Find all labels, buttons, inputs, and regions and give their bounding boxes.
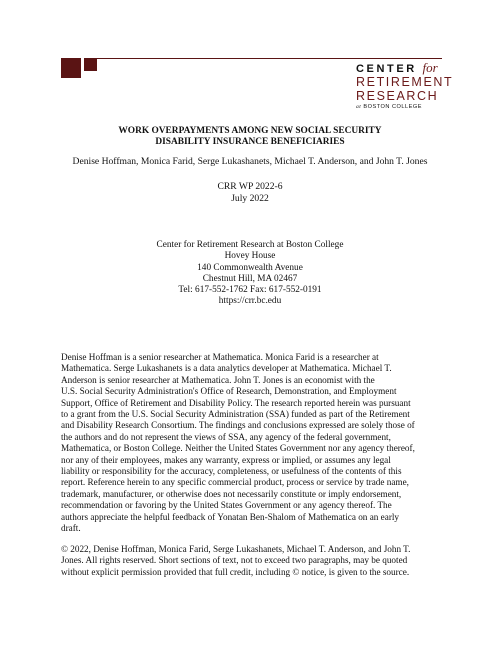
bio-line: to a grant from the U.S. Social Security Administration (SSA) funded as part of the Retirement [61, 409, 410, 420]
address-city: Chestnut Hill, MA 02467 [202, 273, 298, 284]
logo-line-research: RESEARCH [356, 89, 439, 103]
bio-line: authors appreciate the helpful feedback of Yonatan Ben-Shalom of Mathematica on an early [61, 511, 400, 522]
bio-line: report. Reference herein to any specific commercial product, process or service by trade name, [61, 477, 409, 488]
logo-square-small [84, 58, 97, 71]
paper-title [0, 126, 500, 148]
author-bio-disclaimer [61, 352, 441, 535]
bio-line: Mathematica, or Boston College. Neither the United States Government nor any agency thereof, [61, 443, 415, 454]
paper-title-line-1: WORK OVERPAYMENTS AMONG NEW SOCIAL SECURITY [118, 126, 382, 136]
logo-word-at: at [356, 104, 362, 110]
bio-line: Mathematica. Serge Lukashanets is a data analytics developer at Mathematica. Michael T. [61, 363, 392, 374]
bio-line: the authors and do not represent the views of SSA, any agency of the federal government, [61, 431, 391, 442]
logo-word-for: for [422, 60, 438, 75]
working-paper-number: CRR WP 2022-6 [217, 181, 283, 192]
working-paper-info [0, 181, 500, 204]
crr-logo [356, 60, 454, 111]
bio-line: recommendation or favoring by the United States Government or any agency thereof. The [61, 500, 392, 511]
logo-line-retirement: RETIREMENT [356, 75, 454, 89]
address-org: Center for Retirement Research at Boston College [156, 240, 344, 250]
copyright-line: without explicit permission provided that full credit, including © notice, is given to the source. [61, 566, 410, 577]
logo-line-boston-college [356, 103, 446, 111]
address-phone-fax: Tel: 617-552-1762 Fax: 617-552-0191 [178, 285, 322, 296]
logo-line-center [356, 62, 446, 75]
bio-line: U.S. Social Security Administration's Office of Research, Demonstration, and Employment [61, 386, 397, 397]
logo-square-large [61, 58, 81, 78]
bio-line: Anderson is senior researcher at Mathematica. John T. Jones is an economist with the [61, 374, 375, 385]
paper-title-line-2: DISABILITY INSURANCE BENEFICIARIES [155, 137, 345, 147]
bio-line: Denise Hoffman is a senior researcher at Mathematica. Monica Farid is a researcher at [61, 352, 379, 362]
contact-address [0, 240, 500, 308]
bio-line: Support, Office of Retirement and Disability Policy. The research reported herein was pursuant [61, 397, 411, 408]
header-rule [97, 58, 442, 59]
author-list: Denise Hoffman, Monica Farid, Serge Lukashanets, Michael T. Anderson, and John T. Jones [72, 156, 428, 167]
logo-word-boston-college: BOSTON COLLEGE [363, 104, 422, 110]
address-building: Hovey House [224, 251, 276, 262]
logo-word-center: CENTER [356, 63, 417, 75]
publication-date: July 2022 [231, 192, 269, 204]
bio-line: liability or responsibility for the accuracy, completeness, or usefulness of the contents of this [61, 466, 402, 477]
bio-line: trademark, manufacturer, or otherwise does not necessarily constitute or imply endorsement, [61, 488, 402, 499]
copyright-line: Jones. All rights reserved. Short sections of text, not to exceed two paragraphs, may be quoted [61, 555, 408, 566]
copyright-notice [61, 544, 441, 578]
bio-line: and Disability Research Consortium. The findings and conclusions expressed are solely those of [61, 420, 415, 431]
address-street: 140 Commonwealth Avenue [197, 262, 303, 273]
copyright-line: © 2022, Denise Hoffman, Monica Farid, Serge Lukashanets, Michael T. Anderson, and John T. [61, 544, 411, 554]
address-url[interactable]: https://crr.bc.edu [218, 296, 282, 307]
bio-line: draft. [61, 523, 81, 534]
bio-line: nor any of their employees, makes any warranty, express or implied, or assumes any legal [61, 454, 391, 465]
